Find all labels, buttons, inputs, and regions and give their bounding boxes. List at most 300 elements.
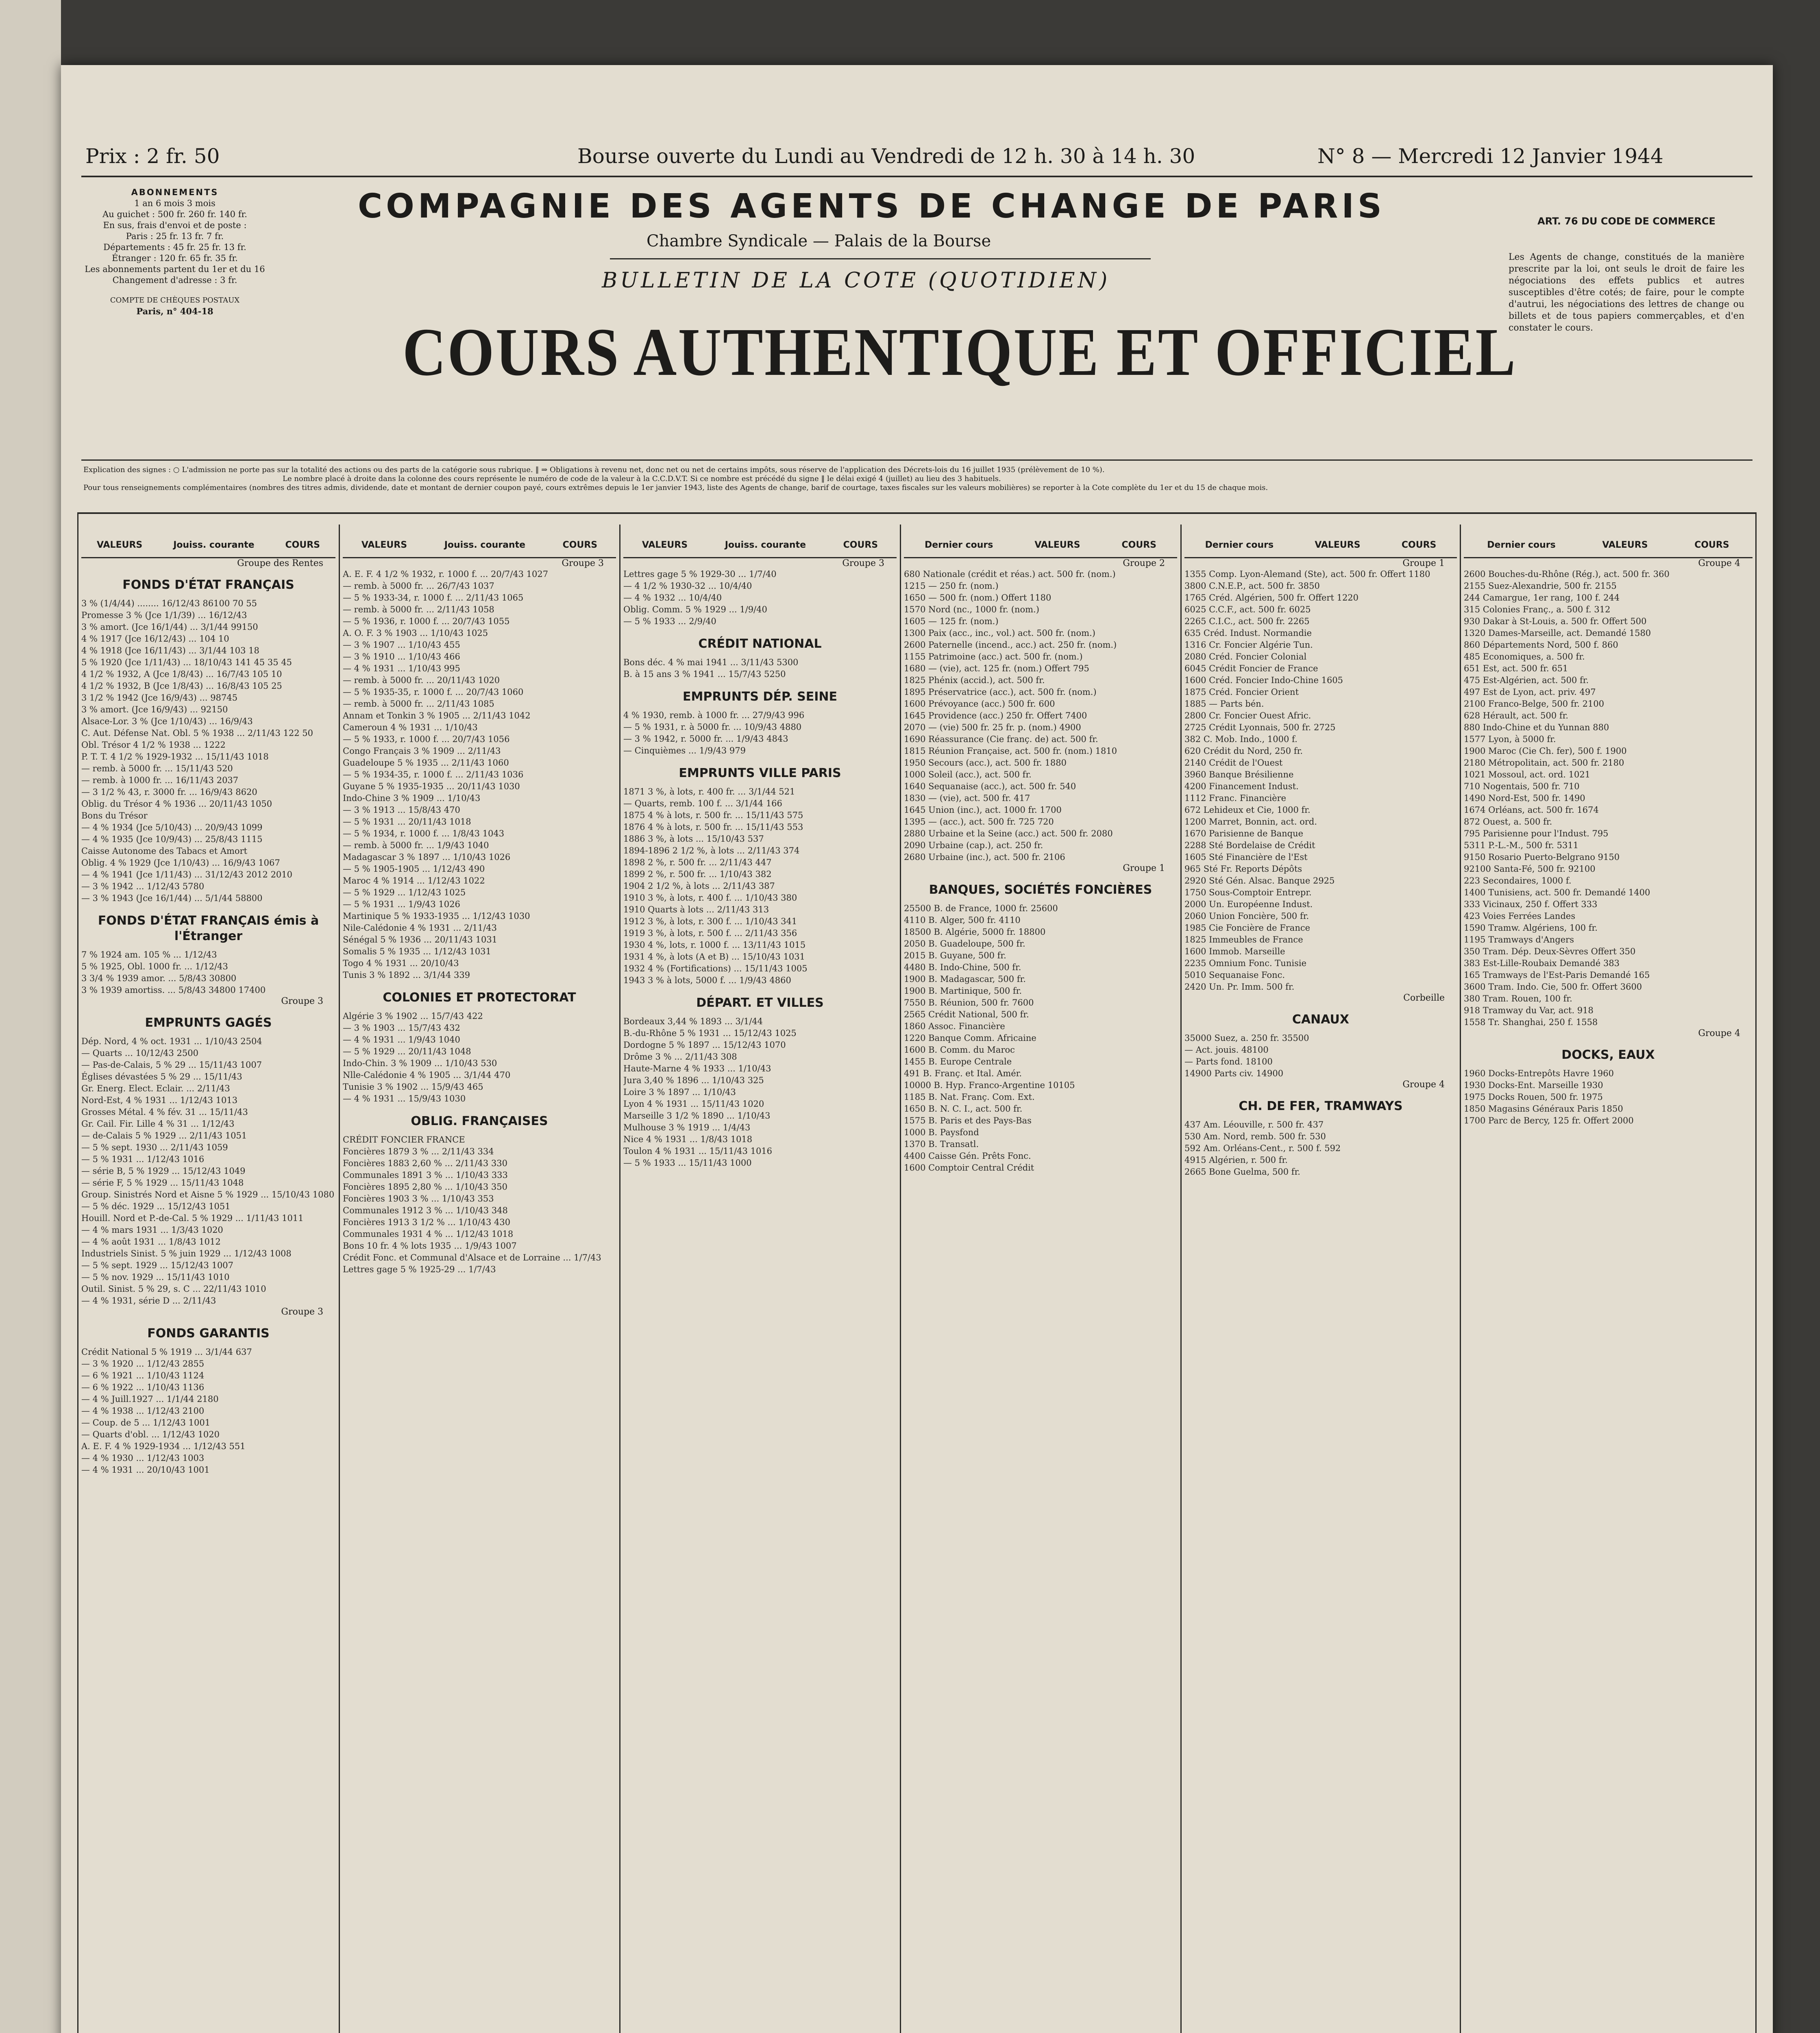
section-title: BANQUES, SOCIÉTÉS FONCIÈRES xyxy=(929,883,1152,897)
quotation-row: 1900 B. Martinique, 500 fr. xyxy=(904,986,1022,996)
column-header-label: Jouiss. courante xyxy=(725,540,806,550)
quotation-row: 1690 Réassurance (Cie franç. de) act. 500 fr. xyxy=(904,734,1098,744)
quotation-row: C. Aut. Défense Nat. Obl. 5 % 1938 ... 2/11/43 122 50 xyxy=(81,728,313,738)
group-label: Groupe 1 xyxy=(1123,863,1165,873)
quotation-row: 1674 Orléans, act. 500 fr. 1674 xyxy=(1464,805,1599,815)
section-title: DÉPART. ET VILLES xyxy=(696,996,824,1010)
section-title: EMPRUNTS GAGÉS xyxy=(145,1016,272,1030)
section-title: CH. DE FER, TRAMWAYS xyxy=(1239,1099,1403,1113)
quotation-row: 2920 Sté Gén. Alsac. Banque 2925 xyxy=(1184,876,1335,886)
quotation-row: — série B, 5 % 1929 ... 15/12/43 1049 xyxy=(81,1166,246,1176)
group-label: Groupe 4 xyxy=(1698,558,1740,568)
quotation-row: — 4 % 1935 (Jce 10/9/43) ... 25/8/43 1115 xyxy=(81,834,263,844)
quotation-row: — 5 % 1934-35, r. 1000 f. ... 2/11/43 1036 xyxy=(343,770,524,779)
price: Prix : 2 fr. 50 xyxy=(85,144,220,168)
quotation-row: 2565 Crédit National, 500 fr. xyxy=(904,1010,1029,1019)
quotation-row: Haute-Marne 4 % 1933 ... 1/10/43 xyxy=(623,1064,771,1073)
quotation-row: 6045 Crédit Foncier de France xyxy=(1184,664,1318,673)
quotation-row: — remb. à 5000 fr. ... 2/11/43 1058 xyxy=(343,605,494,614)
adjacent-page-edge xyxy=(0,0,61,2033)
quotation-row: Cameroun 4 % 1931 ... 1/10/43 xyxy=(343,723,478,732)
quotation-row: — 5 % 1931, r. à 5000 fr. ... 10/9/43 4880 xyxy=(623,722,802,732)
quotation-row: — 3 % 1903 ... 15/7/43 432 xyxy=(343,1023,460,1033)
quotation-row: 1300 Paix (acc., inc., vol.) act. 500 fr. (nom.) xyxy=(904,628,1095,638)
quotation-row: — Parts fond. 18100 xyxy=(1184,1057,1273,1067)
quotation-row: — 4 % 1931 ... 20/10/43 1001 xyxy=(81,1465,210,1475)
quotation-row: — 3 % 1942 ... 1/12/43 5780 xyxy=(81,882,205,891)
quotation-row: 2665 Bone Guelma, 500 fr. xyxy=(1184,1167,1300,1177)
subscription-line: En sus, frais d'envoi et de poste : xyxy=(103,220,247,230)
quotation-row: 2880 Urbaine et la Seine (acc.) act. 500 fr. 2080 xyxy=(904,829,1113,838)
quotation-row: Toulon 4 % 1931 ... 15/11/43 1016 xyxy=(623,1146,773,1156)
quotation-row: 3 3/4 % 1939 amor. ... 5/8/43 30800 xyxy=(81,973,237,983)
quotation-row: Guyane 5 % 1935-1935 ... 20/11/43 1030 xyxy=(343,781,520,791)
quotation-row: Foncières 1879 3 % ... 2/11/43 334 xyxy=(343,1147,494,1156)
quotation-row: 930 Dakar à St-Louis, a. 500 fr. Offert 500 xyxy=(1464,616,1647,626)
quotation-row: 2800 Cr. Foncier Ouest Afric. xyxy=(1184,711,1311,720)
quotation-row: — de-Calais 5 % 1929 ... 2/11/43 1051 xyxy=(81,1131,247,1141)
note-line: Explication des signes : ○ L'admission ne porte pas sur la totalité des actions ou des parts de la catégorie sous rubrique. ‖ ⇒ Obligations à revenu net, donc net ou net de certains impôts, sous réserve de l'application des Décrets-lois du 16 juillet 1935 (prélèvement de 10 %). xyxy=(83,466,1105,474)
group-label: Groupe 1 xyxy=(1402,558,1445,568)
quotation-row: 244 Camargue, 1er rang, 100 f. 244 xyxy=(1464,593,1620,603)
quotation-row: Madagascar 3 % 1897 ... 1/10/43 1026 xyxy=(343,852,511,862)
quotation-row: — 5 % 1936, r. 1000 f. ... 20/7/43 1055 xyxy=(343,616,510,626)
quotation-row: Crédit National 5 % 1919 ... 3/1/44 637 xyxy=(81,1347,252,1357)
quotation-row: 795 Parisienne pour l'Indust. 795 xyxy=(1464,829,1609,838)
quotation-row: — Cinquièmes ... 1/9/43 979 xyxy=(623,746,746,755)
section-title: FONDS D'ÉTAT FRANÇAIS émis à l'Étranger xyxy=(98,914,319,943)
quotation-row: 2080 Créd. Foncier Colonial xyxy=(1184,652,1307,662)
quotation-row: 1910 Quarts à lots ... 2/11/43 313 xyxy=(623,905,769,914)
subscription-line: Les abonnements partent du 1er et du 16 xyxy=(85,264,265,274)
group-label: Groupe 4 xyxy=(1698,1028,1740,1038)
table-left-border xyxy=(77,512,78,2033)
section-title: EMPRUNTS VILLE PARIS xyxy=(679,766,841,780)
column-header-label: VALEURS xyxy=(361,540,407,550)
quotation-row: — 4 % 1931 ... 1/10/43 995 xyxy=(343,664,460,673)
quotation-row: — 5 % 1933 ... 2/9/40 xyxy=(623,616,716,626)
quotation-row: 3600 Tram. Indo. Cie, 500 fr. Offert 3600 xyxy=(1464,982,1642,992)
quotation-row: 1650 B. N. C. I., act. 500 fr. xyxy=(904,1104,1023,1114)
quotation-row: 1577 Lyon, à 5000 fr. xyxy=(1464,734,1556,744)
quotation-row: 1600 B. Comm. du Maroc xyxy=(904,1045,1015,1055)
quotation-row: 592 Am. Orléans-Cent., r. 500 f. 592 xyxy=(1184,1143,1341,1153)
quotation-row: — 5 % 1933 ... 15/11/43 1000 xyxy=(623,1158,752,1168)
quotation-row: A. E. F. 4 1/2 % 1932, r. 1000 f. ... 20/7/43 1027 xyxy=(343,569,549,579)
quotation-row: — 5 % 1934, r. 1000 f. ... 1/8/43 1043 xyxy=(343,829,505,838)
quotation-row: Bordeaux 3,44 % 1893 ... 3/1/44 xyxy=(623,1016,763,1026)
quotation-row: 2140 Crédit de l'Ouest xyxy=(1184,758,1283,768)
section-title: DOCKS, EAUX xyxy=(1561,1048,1655,1062)
quotation-row: Foncières 1895 2,80 % ... 1/10/43 350 xyxy=(343,1182,508,1192)
quotation-row: Crédit Fonc. et Communal d'Alsace et de Lorraine ... 1/7/43 xyxy=(343,1253,601,1262)
subscription-line: Départements : 45 fr. 25 fr. 13 fr. xyxy=(103,242,246,252)
quotation-row: B.-du-Rhône 5 % 1931 ... 15/12/43 1025 xyxy=(623,1028,797,1038)
quotation-row: — 5 % 1905-1905 ... 1/12/43 490 xyxy=(343,864,485,874)
column-header xyxy=(1464,533,1753,558)
quotation-row: 4 % 1930, remb. à 1000 fr. ... 27/9/43 996 xyxy=(623,710,805,720)
quotation-row: 635 Créd. Indust. Normandie xyxy=(1184,628,1312,638)
quotation-row: 35000 Suez, a. 250 fr. 35500 xyxy=(1184,1033,1309,1043)
quotation-row: Industriels Sinist. 5 % juin 1929 ... 1/12/43 1008 xyxy=(81,1249,292,1258)
quotation-row: Nlle-Calédonie 4 % 1905 ... 3/1/44 470 xyxy=(343,1070,511,1080)
quotation-row: — 4 % 1930 ... 1/12/43 1003 xyxy=(81,1453,205,1463)
quotation-row: 423 Voies Ferrées Landes xyxy=(1464,911,1576,921)
quotation-row: 1985 Cie Foncière de France xyxy=(1184,923,1311,933)
quotation-row: Somalis 5 % 1935 ... 1/12/43 1031 xyxy=(343,947,491,956)
quotation-row: 3 1/2 % 1942 (Jce 16/9/43) ... 98745 xyxy=(81,693,238,703)
quotation-row: 333 Vicinaux, 250 f. Offert 333 xyxy=(1464,899,1598,909)
quotation-row: Maroc 4 % 1914 ... 1/12/43 1022 xyxy=(343,876,485,886)
section-title: FONDS D'ÉTAT FRANÇAIS xyxy=(122,578,294,592)
quotation-row: — 5 % 1933, r. 1000 f. ... 20/7/43 1056 xyxy=(343,734,510,744)
postal-account-label: COMPTE DE CHÈQUES POSTAUX xyxy=(110,296,240,305)
quotation-row: Foncières 1883 2,60 % ... 2/11/43 330 xyxy=(343,1158,508,1168)
quotation-row: 1000 B. Paysfond xyxy=(904,1128,979,1137)
quotation-row: 4 % 1917 (Jce 16/12/43) ... 104 10 xyxy=(81,634,229,644)
quotation-row: Jura 3,40 % 1896 ... 1/10/43 325 xyxy=(623,1075,764,1085)
quotation-row: Nice 4 % 1931 ... 1/8/43 1018 xyxy=(623,1134,753,1144)
quotation-row: — Quarts d'obl. ... 1/12/43 1020 xyxy=(81,1430,220,1439)
quotation-row: 872 Ouest, a. 500 fr. xyxy=(1464,817,1552,827)
quotation-row: Caisse Autonome des Tabacs et Amort xyxy=(81,846,248,856)
quotation-row: 1875 Créd. Foncier Orient xyxy=(1184,687,1299,697)
quotation-row: Drôme 3 % ... 2/11/43 308 xyxy=(623,1052,737,1062)
quotation-row: — remb. à 5000 fr. ... 2/11/43 1085 xyxy=(343,699,494,709)
quotation-row: Togo 4 % 1931 ... 20/10/43 xyxy=(343,958,459,968)
quotation-column xyxy=(904,533,1177,2033)
quotation-row: Foncières 1903 3 % ... 1/10/43 353 xyxy=(343,1194,494,1204)
quotation-row: Tunis 3 % 1892 ... 3/1/44 339 xyxy=(343,970,470,980)
quotation-row: 1950 Secours (acc.), act. 500 fr. 1880 xyxy=(904,758,1067,768)
section-title: COLONIES ET PROTECTORAT xyxy=(383,990,576,1005)
quotation-row: 383 Est-Lille-Roubaix Demandé 383 xyxy=(1464,958,1620,968)
quotation-row: — 3 % 1943 (Jce 16/1/44) ... 5/1/44 58800 xyxy=(81,893,263,903)
quotation-row: 1680 — (vie), act. 125 fr. (nom.) Offert 795 xyxy=(904,664,1089,673)
quotation-row: 1320 Dames-Marseille, act. Demandé 1580 xyxy=(1464,628,1651,638)
quotation-row: 1930 4 %, lots, r. 1000 f. ... 13/11/43 1015 xyxy=(623,940,806,950)
quotation-row: 1600 Créd. Foncier Indo-Chine 1605 xyxy=(1184,675,1343,685)
subscriptions-periods: 1 an 6 mois 3 mois xyxy=(134,198,216,208)
quotation-row: Sénégal 5 % 1936 ... 20/11/43 1031 xyxy=(343,935,498,945)
column-divider xyxy=(1180,525,1182,2033)
quotation-row: 1220 Banque Comm. Africaine xyxy=(904,1033,1036,1043)
column-header xyxy=(81,533,335,558)
quotation-row: 1670 Parisienne de Banque xyxy=(1184,829,1304,838)
quotation-row: A. E. F. 4 % 1929-1934 ... 1/12/43 551 xyxy=(81,1441,246,1451)
quotation-row: B. à 15 ans 3 % 1941 ... 15/7/43 5250 xyxy=(623,669,786,679)
quotation-row: — 5 % 1929 ... 1/12/43 1025 xyxy=(343,888,466,897)
column-header xyxy=(904,533,1177,558)
quotation-row: 2288 Sté Bordelaise de Crédit xyxy=(1184,840,1315,850)
quotation-row: 918 Tramway du Var, act. 918 xyxy=(1464,1006,1594,1015)
column-header-label: Jouiss. courante xyxy=(444,540,526,550)
quotation-row: — 3 % 1907 ... 1/10/43 455 xyxy=(343,640,460,650)
quotation-row: 491 B. Franç. et Ital. Amér. xyxy=(904,1069,1022,1078)
quotation-row: — 5 % sept. 1929 ... 15/12/43 1007 xyxy=(81,1260,234,1270)
masthead-rule xyxy=(610,258,1151,259)
quotation-row: — Act. jouis. 48100 xyxy=(1184,1045,1269,1055)
quotation-row: 1455 B. Europe Centrale xyxy=(904,1057,1012,1067)
column-header xyxy=(1184,533,1457,558)
quotation-row: 1600 Immob. Marseille xyxy=(1184,947,1285,956)
quotation-row: — série F, 5 % 1929 ... 15/11/43 1048 xyxy=(81,1178,244,1188)
quotation-row: 1200 Marret, Bonnin, act. ord. xyxy=(1184,817,1317,827)
quotation-row: Foncières 1913 3 1/2 % ... 1/10/43 430 xyxy=(343,1217,511,1227)
quotation-row: 2235 Omnium Fonc. Tunisie xyxy=(1184,958,1306,968)
quotation-row: CRÉDIT FONCIER FRANCE xyxy=(343,1135,465,1145)
quotation-row: 475 Est-Algérien, act. 500 fr. xyxy=(1464,675,1589,685)
quotation-row: 382 C. Mob. Indo., 1000 f. xyxy=(1184,734,1298,744)
quotation-row: 1195 Tramways d'Angers xyxy=(1464,935,1574,945)
quotation-row: 380 Tram. Rouen, 100 fr. xyxy=(1464,994,1572,1003)
group-label: Groupe 3 xyxy=(281,996,323,1006)
quotation-row: 2060 Union Foncière, 500 fr. xyxy=(1184,911,1309,921)
column-divider xyxy=(1460,525,1461,2033)
quotation-row: 880 Indo-Chine et du Yunnan 880 xyxy=(1464,723,1609,732)
group-label: Groupe 4 xyxy=(1402,1080,1445,1090)
quotation-row: 1185 B. Nat. Franç. Com. Ext. xyxy=(904,1092,1035,1102)
quotation-row: Congo Français 3 % 1909 ... 2/11/43 xyxy=(343,746,501,756)
quotation-row: 1355 Comp. Lyon-Alemand (Ste), act. 500 fr. Offert 1180 xyxy=(1184,569,1430,579)
group-label: Corbeille xyxy=(1403,993,1445,1003)
note-line: Le nombre placé à droite dans la colonne des cours représente le numéro de code de la valeur à la C.C.D.V.T. Si ce nombre est précédé du signe ‖ le délai exigé 4 (juillet) au lieu des 3 habituels. xyxy=(283,475,1001,483)
quotation-row: 1215 — 250 fr. (nom.) xyxy=(904,581,999,591)
quotation-row: 1765 Créd. Algérien, 500 fr. Offert 1220 xyxy=(1184,593,1359,603)
section-title: CANAUX xyxy=(1292,1012,1350,1027)
quotation-row: Tunisie 3 % 1902 ... 15/9/43 465 xyxy=(343,1082,483,1092)
quotation-row: Oblig. 4 % 1929 (Jce 1/10/43) ... 16/9/43 1067 xyxy=(81,858,280,868)
quotation-row: — remb. à 5000 fr. ... 20/11/43 1020 xyxy=(343,675,500,685)
quotation-row: — 4 % 1934 (Jce 5/10/43) ... 20/9/43 1099 xyxy=(81,823,263,832)
quotation-row: — 6 % 1922 ... 1/10/43 1136 xyxy=(81,1382,205,1392)
quotation-row: 3 % (1/4/44) ........ 16/12/43 86100 70 55 xyxy=(81,599,257,608)
article-title: ART. 76 DU CODE DE COMMERCE xyxy=(1537,215,1716,227)
quotation-row: 497 Est de Lyon, act. priv. 497 xyxy=(1464,687,1596,697)
quotation-row: 965 Sté Fr. Reports Dépôts xyxy=(1184,864,1302,874)
quotation-row: 2155 Suez-Alexandrie, 500 fr. 2155 xyxy=(1464,581,1617,591)
quotation-row: 165 Tramways de l'Est-Paris Demandé 165 xyxy=(1464,970,1650,980)
quotation-row: 1943 3 % à lots, 5000 f. ... 1/9/43 4860 xyxy=(623,975,791,985)
column-header-label: Dernier cours xyxy=(1487,540,1556,550)
quotation-row: Églises dévastées 5 % 29 ... 15/11/43 xyxy=(81,1072,242,1082)
quotation-row: 4200 Financement Indust. xyxy=(1184,781,1299,791)
quotation-row: 5010 Sequanaise Fonc. xyxy=(1184,970,1285,980)
quotation-row: 1815 Réunion Française, act. 500 fr. (nom.) 1810 xyxy=(904,746,1117,756)
quotation-row: 1900 B. Madagascar, 500 fr. xyxy=(904,974,1026,984)
column-header xyxy=(343,533,616,558)
quotation-row: 860 Départements Nord, 500 f. 860 xyxy=(1464,640,1618,650)
article-text: Les Agents de change, constitués de la manière prescrite par la loi, ont seuls le droit de faire les négociations des effets publics et autres susceptibles d'être cotés; de faire, pour le compte d'autrui, les négociations des lettres de change ou billets et de tous papiers commerçables, et d'en constater le cours. xyxy=(1509,252,1744,333)
quotation-row: — 3 % 1942, r. 5000 fr. ... 1/9/43 4843 xyxy=(623,734,788,744)
quotation-row: 2070 — (vie) 500 fr. 25 fr. p. (nom.) 4900 xyxy=(904,723,1081,732)
quotation-row: 3960 Banque Brésilienne xyxy=(1184,770,1294,779)
quotation-row: 1000 Soleil (acc.), act. 500 fr. xyxy=(904,770,1032,779)
column-header-label: Dernier cours xyxy=(1205,540,1274,550)
quotation-row: Dép. Nord, 4 % oct. 1931 ... 1/10/43 2504 xyxy=(81,1036,262,1046)
quotation-row: 1825 Phénix (accid.), act. 500 fr. xyxy=(904,675,1045,685)
quotation-row: — 4 1/2 % 1930-32 ... 10/4/40 xyxy=(623,581,752,591)
quotation-row: 1875 4 % à lots, r. 500 fr. ... 15/11/43 575 xyxy=(623,810,803,820)
trading-hours: Bourse ouverte du Lundi au Vendredi de 12 h. 30 à 14 h. 30 xyxy=(577,144,1195,168)
quotation-row: 672 Lehideux et Cie, 1000 fr. xyxy=(1184,805,1311,815)
quotation-column xyxy=(343,533,616,2033)
column-header-label: VALEURS xyxy=(1315,540,1361,550)
table-top-rule xyxy=(77,512,1757,514)
quotation-row: 7 % 1924 am. 105 % ... 1/12/43 xyxy=(81,950,217,960)
quotation-row: 2100 Franco-Belge, 500 fr. 2100 xyxy=(1464,699,1604,709)
quotation-row: Grosses Métal. 4 % fév. 31 ... 15/11/43 xyxy=(81,1107,248,1117)
quotation-row: 1830 — (vie), act. 500 fr. 417 xyxy=(904,793,1030,803)
quotation-row: 1575 B. Paris et des Pays-Bas xyxy=(904,1116,1032,1125)
quotation-row: — 4 % 1931 ... 15/9/43 1030 xyxy=(343,1094,466,1104)
quotation-row: — 5 % 1931 ... 1/9/43 1026 xyxy=(343,899,460,909)
quotation-row: 1932 4 % (Fortifications) ... 15/11/43 1005 xyxy=(623,964,808,973)
quotation-row: 4 % 1918 (Jce 16/11/43) ... 3/1/44 103 18 xyxy=(81,646,259,655)
quotation-row: Oblig. Comm. 5 % 1929 ... 1/9/40 xyxy=(623,605,767,614)
quotation-row: 4400 Caisse Gén. Prêts Fonc. xyxy=(904,1151,1031,1161)
quotation-row: — 5 % 1933-34, r. 1000 f. ... 2/11/43 1065 xyxy=(343,593,524,603)
group-label: Groupe 2 xyxy=(1123,558,1165,568)
quotation-row: — 3 % 1920 ... 1/12/43 2855 xyxy=(81,1359,205,1369)
quotation-row: 1930 Docks-Ent. Marseille 1930 xyxy=(1464,1080,1603,1090)
column-divider xyxy=(900,525,901,2033)
quotation-row: — 4 % mars 1931 ... 1/3/43 1020 xyxy=(81,1225,223,1235)
quotation-row: 530 Am. Nord, remb. 500 fr. 530 xyxy=(1184,1132,1326,1141)
quotation-row: Alsace-Lor. 3 % (Jce 1/10/43) ... 16/9/43 xyxy=(81,716,253,726)
quotation-row: A. O. F. 3 % 1903 ... 1/10/43 1025 xyxy=(343,628,488,638)
quotation-row: 1395 — (acc.), act. 500 fr. 725 720 xyxy=(904,817,1054,827)
quotation-row: Martinique 5 % 1933-1935 ... 1/12/43 1030 xyxy=(343,911,530,921)
quotation-row: — 5 % 1931 ... 1/12/43 1016 xyxy=(81,1154,205,1164)
quotation-row: — 4 % Juill.1927 ... 1/1/44 2180 xyxy=(81,1394,219,1404)
quotation-row: Bons du Trésor xyxy=(81,811,148,821)
column-header-label: COURS xyxy=(843,540,878,550)
quotation-row: 25500 B. de France, 1000 fr. 25600 xyxy=(904,903,1058,913)
column-divider xyxy=(339,525,340,2033)
quotation-row: Group. Sinistrés Nord et Aisne 5 % 1929 ... 15/10/43 1080 xyxy=(81,1190,335,1199)
quotation-row: 2680 Urbaine (inc.), act. 500 fr. 2106 xyxy=(904,852,1065,862)
section-title: OBLIG. FRANÇAISES xyxy=(411,1114,548,1128)
quotation-row: Dordogne 5 % 1897 ... 15/12/43 1070 xyxy=(623,1040,786,1050)
quotation-row: Communales 1931 4 % ... 1/12/43 1018 xyxy=(343,1229,514,1239)
quotation-row: 1640 Sequanaise (acc.), act. 500 fr. 540 xyxy=(904,781,1076,791)
quotation-row: 1904 2 1/2 %, à lots ... 2/11/43 387 xyxy=(623,881,775,891)
postal-account-number: Paris, n° 404-18 xyxy=(136,306,213,316)
quotation-row: Mulhouse 3 % 1919 ... 1/4/43 xyxy=(623,1123,751,1132)
quotation-row: Communales 1912 3 % ... 1/10/43 348 xyxy=(343,1206,508,1215)
quotation-row: Marseille 3 1/2 % 1890 ... 1/10/43 xyxy=(623,1111,771,1121)
quotation-row: 9150 Rosario Puerto-Belgrano 9150 xyxy=(1464,852,1620,862)
explanatory-notes xyxy=(83,466,1750,492)
quotation-row: 651 Est, act. 500 fr. 651 xyxy=(1464,664,1568,673)
quotation-row: 3 % 1939 amortiss. ... 5/8/43 34800 17400 xyxy=(81,985,266,995)
quotation-row: 4110 B. Alger, 500 fr. 4110 xyxy=(904,915,1021,925)
quotation-row: Indo-Chine 3 % 1909 ... 1/10/43 xyxy=(343,793,481,803)
quotation-row: 92100 Santa-Fé, 500 fr. 92100 xyxy=(1464,864,1596,874)
note-line: Pour tous renseignements complémentaires (nombres des titres admis, dividende, date et montant de dernier coupon payé, cours extrêmes depuis le 1er janvier 1943, liste des Agents de change, barif de courtage, taxes fiscales sur les valeurs mobilières) se reporter à la Cote complète du 1er et du 15 de chaque mois. xyxy=(83,483,1268,492)
quotation-row: 1750 Sous-Comptoir Entrepr. xyxy=(1184,888,1312,897)
quotation-row: 1871 3 %, à lots, r. 400 fr. ... 3/1/44 521 xyxy=(623,787,795,797)
quotation-column xyxy=(1464,533,1753,2033)
quotation-row: 710 Nogentais, 500 fr. 710 xyxy=(1464,781,1580,791)
quotation-row: Loire 3 % 1897 ... 1/10/43 xyxy=(623,1087,736,1097)
article-76-box xyxy=(1509,215,1744,334)
quotation-row: — Pas-de-Calais, 5 % 29 ... 15/11/43 1007 xyxy=(81,1060,262,1070)
column-header-label: Jouiss. courante xyxy=(173,540,255,550)
quotation-row: 1021 Mossoul, act. ord. 1021 xyxy=(1464,770,1591,779)
quotation-row: 485 Economiques, a. 500 fr. xyxy=(1464,652,1585,662)
quotation-row: Algérie 3 % 1902 ... 15/7/43 422 xyxy=(343,1011,483,1021)
bulletin-page xyxy=(61,65,1773,2033)
quotation-row: — Quarts, remb. 100 f. ... 3/1/44 166 xyxy=(623,799,782,808)
quotation-row: 1886 3 %, à lots ... 15/10/43 537 xyxy=(623,834,764,844)
quotation-row: 1400 Tunisiens, act. 500 fr. Demandé 1400 xyxy=(1464,888,1650,897)
quotation-row: Promesse 3 % (Jce 1/1/39) ... 16/12/43 xyxy=(81,610,247,620)
quotation-row: 1975 Docks Rouen, 500 fr. 1975 xyxy=(1464,1092,1603,1102)
quotation-row: 2050 B. Guadeloupe, 500 fr. xyxy=(904,939,1025,949)
header-rule xyxy=(81,176,1753,177)
quotation-column xyxy=(1184,533,1457,2033)
quotation-row: 2000 Un. Européenne Indust. xyxy=(1184,899,1313,909)
quotation-row: 4915 Algérien, r. 500 fr. xyxy=(1184,1155,1288,1165)
quotation-row: — 5 % déc. 1929 ... 15/12/43 1051 xyxy=(81,1202,231,1211)
quotation-row: Outil. Sinist. 5 % 29, s. C ... 22/11/43 1010 xyxy=(81,1284,266,1294)
column-header-label: VALEURS xyxy=(1602,540,1648,550)
quotation-column xyxy=(81,533,335,2033)
quotation-row: — 5 % 1935-35, r. 1000 f. ... 20/7/43 1060 xyxy=(343,687,524,697)
group-label: Groupe 3 xyxy=(281,1307,323,1317)
column-header-label: COURS xyxy=(1121,540,1156,550)
quotation-row: 4 1/2 % 1932, A (Jce 1/8/43) ... 16/7/43 105 10 xyxy=(81,669,282,679)
quotation-row: 1910 3 %, à lots, r. 400 f. ... 1/10/43 380 xyxy=(623,893,797,903)
quotation-row: 1112 Franc. Financière xyxy=(1184,793,1287,803)
quotation-row: Bons 10 fr. 4 % lots 1935 ... 1/9/43 1007 xyxy=(343,1241,517,1251)
subscription-line: Paris : 25 fr. 13 fr. 7 fr. xyxy=(126,231,224,241)
quotation-row: 1605 — 125 fr. (nom.) xyxy=(904,616,999,626)
quotation-row: 1570 Nord (nc., 1000 fr. (nom.) xyxy=(904,605,1039,614)
quotation-row: 350 Tram. Dép. Deux-Sèvres Offert 350 xyxy=(1464,947,1636,956)
quotation-row: 2090 Urbaine (cap.), act. 250 fr. xyxy=(904,840,1043,850)
quotation-row: 1490 Nord-Est, 500 fr. 1490 xyxy=(1464,793,1585,803)
notes-top-rule xyxy=(81,459,1753,461)
quotation-row: 5 % 1920 (Jce 1/11/43) ... 18/10/43 141 45 35 45 xyxy=(81,657,292,667)
section-title: FONDS GARANTIS xyxy=(147,1326,270,1341)
quotation-row: 1885 — Parts bén. xyxy=(1184,699,1264,709)
quotation-row: 5 % 1925, Obl. 1000 fr. ... 1/12/43 xyxy=(81,962,228,971)
quotation-row: 1894-1896 2 1/2 %, à lots ... 2/11/43 374 xyxy=(623,846,800,855)
quotation-row: 3800 C.N.E.P., act. 500 fr. 3850 xyxy=(1184,581,1320,591)
subscription-line: Au guichet : 500 fr. 260 fr. 140 fr. xyxy=(102,209,247,219)
column-header-label: COURS xyxy=(1694,540,1729,550)
quotation-row: 1860 Assoc. Financière xyxy=(904,1021,1005,1031)
quotation-row: — 3 % 1910 ... 1/10/43 466 xyxy=(343,652,460,662)
quotation-row: — remb. à 5000 fr. ... 26/7/43 1037 xyxy=(343,581,494,591)
group-label: Groupe 3 xyxy=(562,558,604,568)
section-title: CRÉDIT NATIONAL xyxy=(698,637,822,651)
quotation-row: 1895 Préservatrice (acc.), act. 500 fr. (nom.) xyxy=(904,687,1097,697)
quotation-row: Annam et Tonkin 3 % 1905 ... 2/11/43 1042 xyxy=(343,711,531,720)
quotation-row: 1645 Union (inc.), act. 1000 fr. 1700 xyxy=(904,805,1062,815)
quotation-row: 2180 Métropolitain, act. 500 fr. 2180 xyxy=(1464,758,1624,768)
quotation-row: 1825 Immeubles de France xyxy=(1184,935,1303,945)
quotation-row: 628 Hérault, act. 500 fr. xyxy=(1464,711,1569,720)
quotation-row: 1919 3 %, à lots, r. 500 f. ... 2/11/43 356 xyxy=(623,928,797,938)
issue-number-date: N° 8 — Mercredi 12 Janvier 1944 xyxy=(1317,144,1663,168)
quotation-row: Lyon 4 % 1931 ... 15/11/43 1020 xyxy=(623,1099,764,1109)
quotation-row: — 4 % 1931 ... 1/9/43 1040 xyxy=(343,1035,460,1045)
quotation-row: 223 Secondaires, 1000 f. xyxy=(1464,876,1572,886)
